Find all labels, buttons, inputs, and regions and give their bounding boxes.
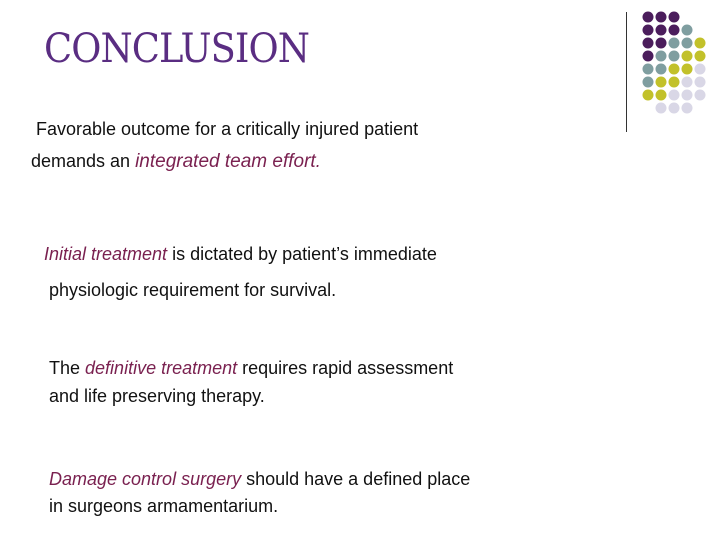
dot: [643, 25, 654, 36]
paragraph-2-emphasis: Initial treatment: [44, 244, 168, 264]
paragraph-3-line-1: [49, 355, 453, 381]
dot: [695, 77, 706, 88]
dot: [656, 103, 667, 114]
dot: [669, 103, 680, 114]
dot: [669, 64, 680, 75]
slide-title: CONCLUSION: [44, 26, 310, 72]
dot: [695, 51, 706, 62]
paragraph-2-line-2: physiologic requirement for survival.: [49, 280, 337, 300]
dot: [643, 38, 654, 49]
dot: [682, 51, 693, 62]
paragraph-1-line-2: [31, 148, 321, 175]
dot: [682, 77, 693, 88]
dot: [669, 90, 680, 101]
dot: [643, 12, 654, 23]
dot: [669, 77, 680, 88]
paragraph-4-line-2: in surgeons armamentarium.: [49, 496, 279, 516]
dot: [643, 64, 654, 75]
paragraph-3-emphasis: definitive treatment: [85, 358, 238, 378]
dot: [656, 25, 667, 36]
divider-line: [626, 12, 627, 132]
paragraph-3-line-2: and life preserving therapy.: [49, 386, 265, 406]
dot: [643, 51, 654, 62]
dot: [682, 64, 693, 75]
dot: [695, 38, 706, 49]
paragraph-2-text: is dictated by patient’s immediate: [167, 244, 437, 264]
dot: [682, 25, 693, 36]
paragraph-1-line-1: Favorable outcome for a critically injured patient: [36, 119, 419, 139]
dot: [682, 103, 693, 114]
dot: [656, 51, 667, 62]
dot: [656, 90, 667, 101]
dot: [669, 51, 680, 62]
paragraph-1-period: .: [315, 151, 321, 171]
dot: [669, 38, 680, 49]
paragraph-1-emphasis: integrated team effort: [135, 151, 316, 172]
dot: [656, 38, 667, 49]
dot: [656, 64, 667, 75]
dot: [643, 90, 654, 101]
paragraph-3-prefix: The: [49, 358, 86, 378]
dot: [695, 90, 706, 101]
dot: [682, 90, 693, 101]
dot: [695, 64, 706, 75]
dot: [656, 12, 667, 23]
dot: [656, 77, 667, 88]
dot: [669, 12, 680, 23]
dot: [682, 38, 693, 49]
decorative-dot-grid: [638, 8, 718, 118]
paragraph-2-line-1: [44, 241, 437, 267]
paragraph-1-text: demands an: [31, 151, 136, 171]
paragraph-4-line-1: [49, 466, 470, 492]
paragraph-4-emphasis: Damage control surgery: [49, 469, 242, 489]
paragraph-4-text: should have a defined place: [241, 469, 471, 489]
dot: [643, 77, 654, 88]
paragraph-3-text: requires rapid assessment: [237, 358, 454, 378]
dot: [669, 25, 680, 36]
